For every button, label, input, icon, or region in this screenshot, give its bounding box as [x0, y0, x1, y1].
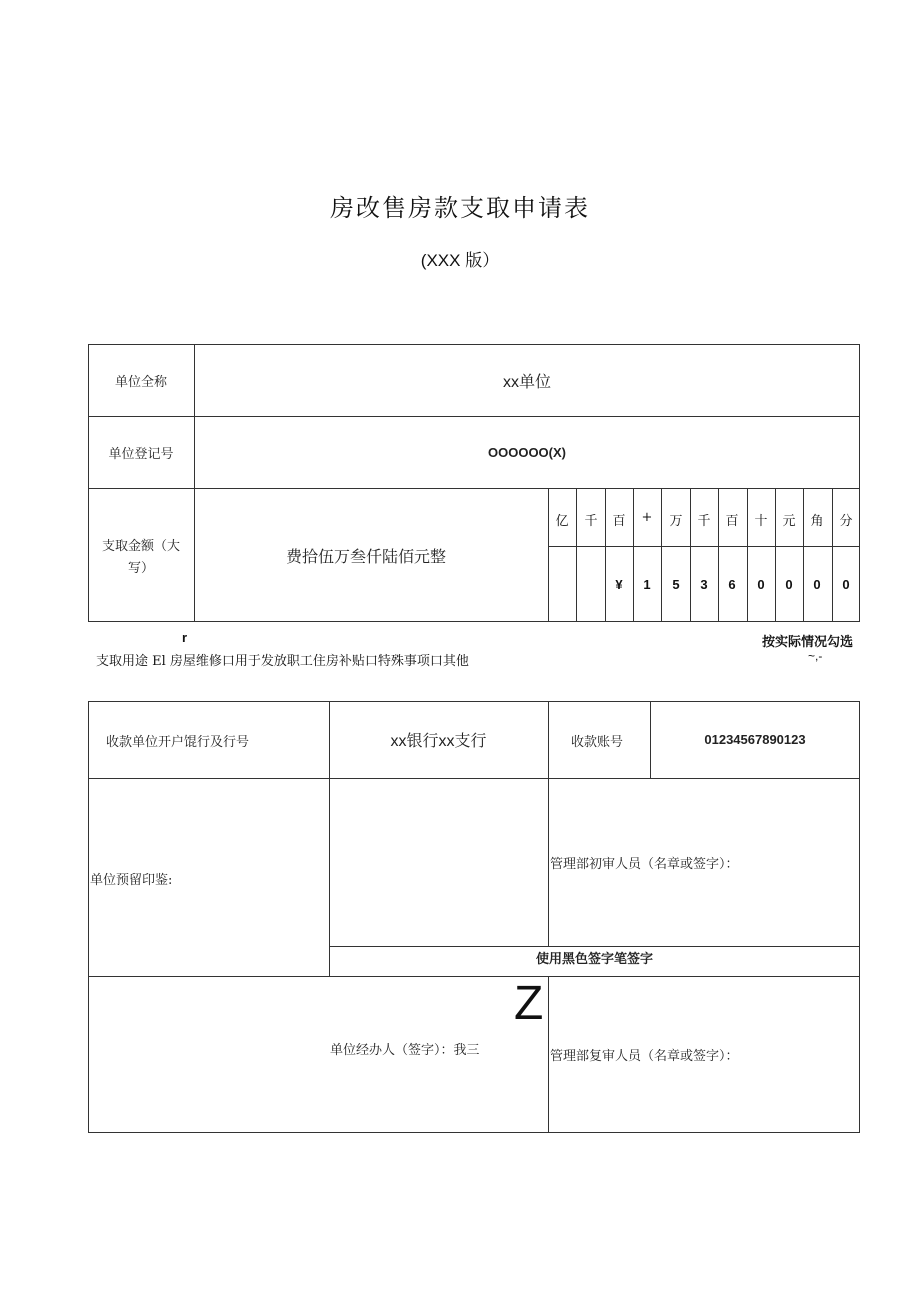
purpose-note-mark: ~,-: [808, 649, 823, 663]
place-header: 元: [782, 514, 796, 529]
account-value[interactable]: 01234567890123: [704, 732, 806, 747]
pen-note: 使用黑色签字笔签字: [535, 951, 653, 967]
place-header: +: [641, 510, 653, 525]
amount-digit[interactable]: 0: [813, 577, 821, 592]
seal-label: 单位预留印鉴:: [90, 873, 173, 888]
handler-signature-mark: Z: [514, 977, 544, 1030]
place-header: 万: [669, 514, 683, 529]
unit-reg-value[interactable]: OOOOOO(X): [488, 444, 566, 460]
amount-digit[interactable]: 0: [785, 577, 793, 592]
purpose-line[interactable]: 支取用途 El 房屋维修口用于发放职工住房补贴口特殊事项口其他: [96, 654, 469, 669]
amount-digit[interactable]: 3: [700, 577, 708, 592]
amount-label: [88, 536, 194, 580]
amount-label-line2: 写）: [127, 561, 154, 576]
seal-area[interactable]: [330, 779, 547, 945]
place-header: 角: [810, 514, 824, 529]
amount-digit[interactable]: ¥: [615, 577, 623, 592]
place-header: 千: [584, 514, 598, 529]
purpose-note: 按实际情况勾选: [762, 635, 854, 650]
amount-digit[interactable]: 6: [728, 577, 736, 592]
amount-digit[interactable]: 0: [757, 577, 765, 592]
amount-words[interactable]: 费拾伍万叁仟陆佰元整: [286, 548, 447, 566]
unit-name-value[interactable]: xx单位: [502, 373, 551, 391]
amount-digit[interactable]: 0: [842, 577, 850, 592]
amount-label-line1: 支取金额（大: [101, 539, 180, 554]
amount-digit[interactable]: 1: [643, 577, 651, 592]
account-label: 收款账号: [571, 735, 624, 750]
place-header: 千: [697, 514, 711, 529]
place-header: 百: [612, 514, 626, 529]
place-header: 分: [839, 514, 853, 529]
place-header: 十: [754, 514, 768, 529]
bank-value[interactable]: xx银行xx支行: [390, 733, 487, 750]
purpose-mark: r: [182, 630, 188, 645]
unit-reg-label: 单位登记号: [108, 446, 174, 462]
place-header: 亿: [555, 514, 569, 529]
initial-review-label: 管理部初审人员（名章或签字）：: [550, 857, 739, 872]
form-version: (XXX 版）: [420, 251, 500, 270]
second-review-label: 管理部复审人员（名章或签字）：: [550, 1049, 739, 1064]
handler-label[interactable]: 单位经办人（签字）：我三: [330, 1043, 480, 1058]
unit-name-label: 单位全称: [114, 374, 167, 390]
place-header: 百: [725, 514, 739, 529]
bank-label: 收款单位开户馄行及行号: [106, 735, 250, 750]
amount-digit[interactable]: 5: [672, 577, 680, 592]
form-title: 房改售房款支取申请表: [330, 194, 590, 222]
